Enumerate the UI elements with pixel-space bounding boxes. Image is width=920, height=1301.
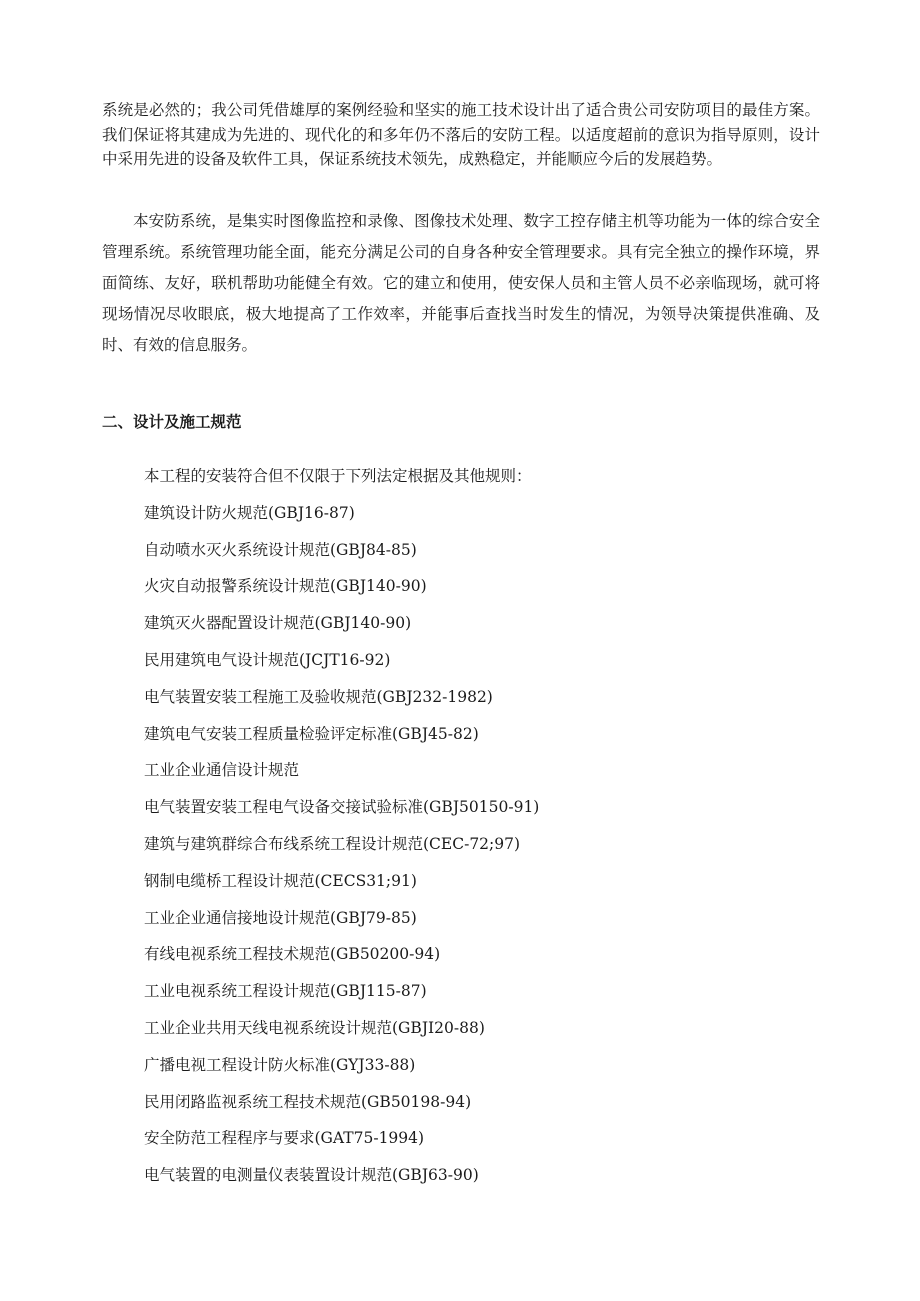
list-item: 民用建筑电气设计规范(JCJT16-92) <box>144 650 391 669</box>
list-item: 电气装置安装工程施工及验收规范(GBJ232-1982) <box>144 687 493 706</box>
standards-list <box>144 464 844 1200</box>
list-item: 安全防范工程程序与要求(GAT75-1994) <box>144 1129 425 1148</box>
list-item: 建筑电气安装工程质量检验评定标准(GBJ45-82) <box>144 724 479 743</box>
list-item: 电气装置安装工程电气设备交接试验标准(GBJ50150-91) <box>144 798 540 817</box>
system-paragraph: 本安防系统，是集实时图像监控和录像、图像技术处理、数字工控存储主机等功能为一体的综合安全管理系统。系统管理功能全面，能充分满足公司的自身各种安全管理要求。具有完全独立的操作环境，界面简练、友好，联机帮助功能健全有效。它的建立和使用，使安保人员和主管人员不必亲临现场，就可将现场情况尽收眼底，极大地提高了工作效率，并能事后查找当时发生的情况，为领导决策提供准确、及时、有效的信息服务。 <box>102 212 820 354</box>
intro-paragraph: 系统是必然的；我公司凭借雄厚的案例经验和坚实的施工技术设计出了适合贵公司安防项目的最佳方案。我们保证将其建成为先进的、现代化的和多年仍不落后的安防工程。以适度超前的意识为指导原则，设计中采用先进的设备及软件工具，保证系统技术领先，成熟稳定，并能顺应今后的发展趋势。 <box>102 101 820 168</box>
list-item: 火灾自动报警系统设计规范(GBJ140-90) <box>144 577 427 596</box>
list-item: 建筑设计防火规范(GBJ16-87) <box>144 503 355 522</box>
list-item: 工业企业通信设计规范 <box>144 761 300 780</box>
list-item: 工业电视系统工程设计规范(GBJ115-87) <box>144 982 427 1001</box>
list-item: 有线电视系统工程技术规范(GB50200-94) <box>144 945 441 964</box>
list-item: 工业企业共用天线电视系统设计规范(GBJI20-88) <box>144 1018 485 1037</box>
list-item: 建筑与建筑群综合布线系统工程设计规范(CEC-72;97) <box>144 834 521 853</box>
list-item: 电气装置的电测量仪表装置设计规范(GBJ63-90) <box>144 1166 479 1185</box>
section-heading: 二、设计及施工规范 <box>102 413 242 431</box>
list-item: 钢制电缆桥工程设计规范(CECS31;91) <box>144 871 417 890</box>
list-item: 民用闭路监视系统工程技术规范(GB50198-94) <box>144 1092 472 1111</box>
list-item: 自动喷水灭火系统设计规范(GBJ84-85) <box>144 540 417 559</box>
list-item: 建筑灭火器配置设计规范(GBJ140-90) <box>144 614 412 633</box>
list-item: 本工程的安装符合但不仅限于下列法定根据及其他规则： <box>144 467 532 485</box>
list-item: 广播电视工程设计防火标准(GYJ33-88) <box>144 1055 416 1074</box>
list-item: 工业企业通信接地设计规范(GBJ79-85) <box>144 908 417 927</box>
